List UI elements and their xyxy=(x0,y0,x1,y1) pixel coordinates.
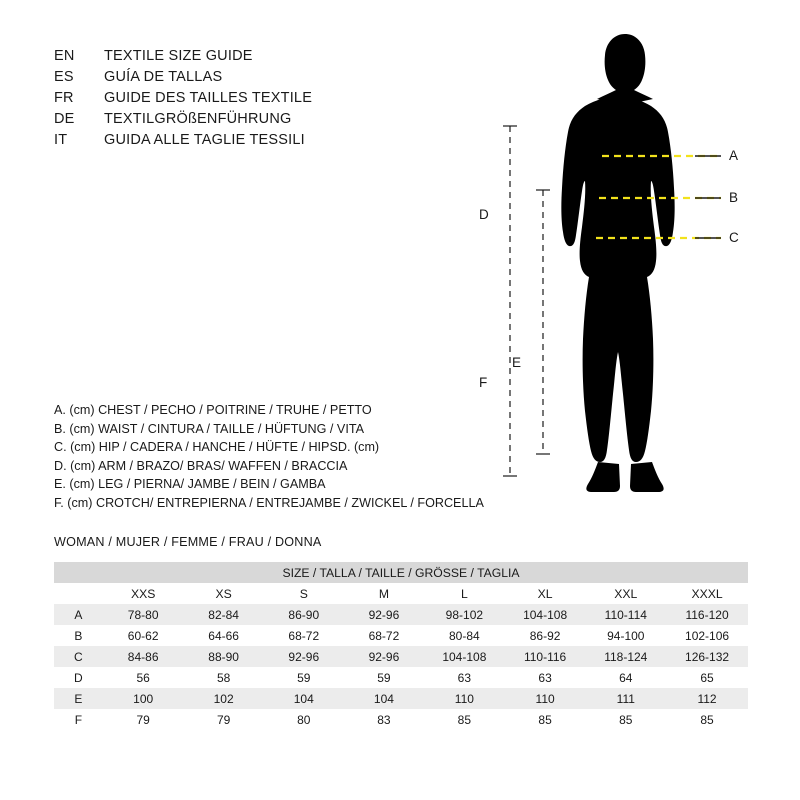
table-column-row xyxy=(54,583,748,604)
row-label-e: E xyxy=(54,688,103,709)
cell-c-l: 104-108 xyxy=(424,646,505,667)
cell-e-xxxl: 112 xyxy=(666,688,748,709)
column-xl: XL xyxy=(505,583,586,604)
cell-a-xxs: 78-80 xyxy=(103,604,184,625)
table-row xyxy=(54,688,748,709)
cell-e-xl: 110 xyxy=(505,688,586,709)
cell-b-m: 68-72 xyxy=(344,625,424,646)
title-lang-en: EN xyxy=(54,48,75,64)
cell-f-xxs: 79 xyxy=(103,709,184,730)
cell-e-xxs: 100 xyxy=(103,688,184,709)
cell-d-xl: 63 xyxy=(505,667,586,688)
table-row xyxy=(54,709,748,730)
title-text-it: GUIDA ALLE TAGLIE TESSILI xyxy=(104,132,305,148)
title-row xyxy=(54,69,474,90)
cell-c-s: 92-96 xyxy=(264,646,344,667)
table-header-label: SIZE / TALLA / TAILLE / GRÖSSE / TAGLIA xyxy=(54,562,748,583)
cell-b-xxxl: 102-106 xyxy=(666,625,748,646)
cell-f-xs: 79 xyxy=(184,709,264,730)
title-block xyxy=(54,48,474,153)
title-row xyxy=(54,132,474,153)
column-xxs: XXS xyxy=(103,583,184,604)
title-lang-fr: FR xyxy=(54,90,74,106)
cell-a-xs: 82-84 xyxy=(184,604,264,625)
legend-line-e: E. (cm) LEG / PIERNA/ JAMBE / BEIN / GAMBA xyxy=(54,477,326,492)
legend-line-c: C. (cm) HIP / CADERA / HANCHE / HÜFTE / HIPSD. (cm) xyxy=(54,440,380,455)
cell-c-xxs: 84-86 xyxy=(103,646,184,667)
cell-d-xxl: 64 xyxy=(585,667,666,688)
cell-c-m: 92-96 xyxy=(344,646,424,667)
cell-a-l: 98-102 xyxy=(424,604,505,625)
size-table xyxy=(54,562,748,730)
table-header-row xyxy=(54,562,748,583)
cell-a-xxl: 110-114 xyxy=(585,604,666,625)
title-row xyxy=(54,48,474,69)
figure-label-b: B xyxy=(729,190,739,205)
cell-e-s: 104 xyxy=(264,688,344,709)
cell-e-xxl: 111 xyxy=(585,688,666,709)
cell-e-l: 110 xyxy=(424,688,505,709)
figure-label-f: F xyxy=(479,375,488,390)
cell-f-s: 80 xyxy=(264,709,344,730)
cell-b-l: 80-84 xyxy=(424,625,505,646)
size-table-wrap xyxy=(54,562,748,730)
title-text-es: GUÍA DE TALLAS xyxy=(104,69,223,85)
row-label-f: F xyxy=(54,709,103,730)
title-text-en: TEXTILE SIZE GUIDE xyxy=(104,48,253,64)
row-label-d: D xyxy=(54,667,103,688)
title-text-fr: GUIDE DES TAILLES TEXTILE xyxy=(104,90,313,106)
cell-a-s: 86-90 xyxy=(264,604,344,625)
gender-label: WOMAN / MUJER / FEMME / FRAU / DONNA xyxy=(54,535,322,549)
figure-label-d: D xyxy=(479,207,489,222)
cell-b-xxs: 60-62 xyxy=(103,625,184,646)
cell-d-xxs: 56 xyxy=(103,667,184,688)
title-lang-es: ES xyxy=(54,69,74,85)
cell-c-xxl: 118-124 xyxy=(585,646,666,667)
figure-label-a: A xyxy=(729,148,739,163)
figure-label-c: C xyxy=(729,230,739,245)
cell-d-l: 63 xyxy=(424,667,505,688)
cell-d-xxxl: 65 xyxy=(666,667,748,688)
cell-a-xxxl: 116-120 xyxy=(666,604,748,625)
column-xxxl: XXXL xyxy=(666,583,748,604)
column-xs: XS xyxy=(184,583,264,604)
row-label-a: A xyxy=(54,604,103,625)
cell-a-m: 92-96 xyxy=(344,604,424,625)
cell-e-m: 104 xyxy=(344,688,424,709)
cell-a-xl: 104-108 xyxy=(505,604,586,625)
cell-f-xxl: 85 xyxy=(585,709,666,730)
legend-line-f: F. (cm) CROTCH/ ENTREPIERNA / ENTREJAMBE / ZWICKEL / FORCELLA xyxy=(54,495,484,510)
cell-b-xxl: 94-100 xyxy=(585,625,666,646)
figure-label-e: E xyxy=(512,355,522,370)
cell-c-xxxl: 126-132 xyxy=(666,646,748,667)
legend-line-a: A. (cm) CHEST / PECHO / POITRINE / TRUHE / PETTO xyxy=(54,403,372,417)
cell-f-l: 85 xyxy=(424,709,505,730)
column-m: M xyxy=(344,583,424,604)
column-s: S xyxy=(264,583,344,604)
cell-d-s: 59 xyxy=(264,667,344,688)
table-row xyxy=(54,625,748,646)
cell-e-xs: 102 xyxy=(184,688,264,709)
legend-line-b: B. (cm) WAIST / CINTURA / TAILLE / HÜFTUNG / VITA xyxy=(54,421,364,436)
row-label-b: B xyxy=(54,625,103,646)
title-row xyxy=(54,111,474,132)
table-row xyxy=(54,667,748,688)
cell-c-xl: 110-116 xyxy=(505,646,586,667)
legend-line-d: D. (cm) ARM / BRAZO/ BRAS/ WAFFEN / BRACCIA xyxy=(54,458,348,473)
cell-b-xs: 64-66 xyxy=(184,625,264,646)
cell-d-m: 59 xyxy=(344,667,424,688)
title-lang-it: IT xyxy=(54,132,68,148)
cell-c-xs: 88-90 xyxy=(184,646,264,667)
column-corner xyxy=(54,583,103,604)
cell-d-xs: 58 xyxy=(184,667,264,688)
female-silhouette-icon xyxy=(561,34,674,492)
cell-f-xl: 85 xyxy=(505,709,586,730)
cell-f-m: 83 xyxy=(344,709,424,730)
cell-b-s: 68-72 xyxy=(264,625,344,646)
column-l: L xyxy=(424,583,505,604)
column-xxl: XXL xyxy=(585,583,666,604)
table-row xyxy=(54,646,748,667)
title-row xyxy=(54,90,474,111)
cell-b-xl: 86-92 xyxy=(505,625,586,646)
title-text-de: TEXTILGRÖßENFÜHRUNG xyxy=(104,111,292,127)
measurement-legend xyxy=(54,401,524,513)
table-row xyxy=(54,604,748,625)
row-label-c: C xyxy=(54,646,103,667)
title-lang-de: DE xyxy=(54,111,75,127)
cell-f-xxxl: 85 xyxy=(666,709,748,730)
